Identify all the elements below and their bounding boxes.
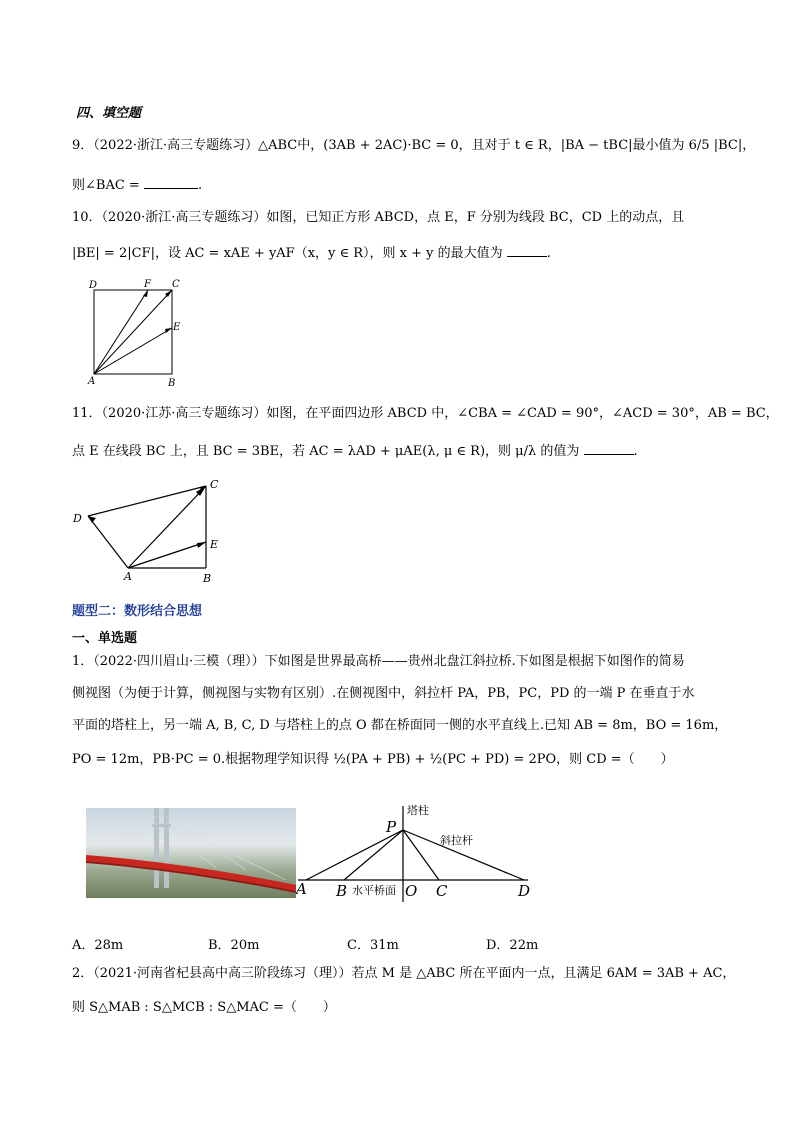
label-e: E	[210, 538, 219, 551]
label-a: A	[124, 570, 132, 583]
question-9-line-1: 9．（2022·浙江·高三专题练习）△ABC中，(3AB + 2AC)·BC = 0，且对于 t ∈ R，|BA − tBC|最小值为 6/5 |BC|，	[72, 138, 756, 153]
problem-1-line-2: 侧视图（为便于计算，侧视图与实物有区别）.在侧视图中，斜拉杆 PA，PB，PC，PD 的一端 P 在垂直于水	[72, 686, 695, 701]
topic-heading: 题型二：数形结合思想	[72, 604, 203, 619]
deck-label: 水平桥面	[352, 884, 396, 897]
label-d: D	[518, 882, 531, 900]
label-f: F	[144, 279, 151, 290]
question-11-line-1: 11．（2020·江苏·高三专题练习）如图，在平面四边形 ABCD 中，∠CBA = ∠CAD = 90°，∠ACD = 30°，AB = BC，	[72, 406, 779, 421]
square-figure	[80, 278, 195, 390]
question-9-line-2: 则∠BAC = .	[72, 174, 202, 196]
label-b: B	[168, 378, 176, 389]
label-d: D	[89, 280, 98, 291]
section-heading: 四、填空题	[76, 106, 142, 121]
answer-blank	[507, 242, 547, 257]
label-e: E	[173, 322, 181, 333]
question-11-line-2: 点 E 在线段 BC 上，且 BC = 3BE，若 AC = λAD + μAE(λ, μ ∈ R)，则 μ/λ 的值为 .	[72, 440, 638, 462]
problem-1-line-1: 1．（2022·四川眉山·三模（理））下如图是世界最高桥——贵州北盘江斜拉桥.下如图是根据下如图作的简易	[72, 654, 685, 669]
label-b: B	[336, 882, 348, 900]
option-c: C．31m	[347, 938, 399, 953]
label-a: A	[296, 880, 307, 898]
bridge-diagram	[296, 798, 546, 902]
question-9-prompt: 则∠BAC =	[72, 178, 140, 193]
problem-2-line-1: 2．（2021·河南省杞县高中高三阶段练习（理））若点 M 是 △ABC 所在平面内一点，且满足 6AM = 3AB + AC，	[72, 966, 736, 981]
label-b: B	[203, 572, 212, 585]
question-10-line-2: |BE| = 2|CF|，设 AC = xAE + yAF（x，y ∈ R），则 x + y 的最大值为 .	[72, 242, 551, 264]
question-11-prompt: 点 E 在线段 BC 上，且 BC = 3BE，若 AC = λAD + μAE(λ, μ ∈ R)，则 μ/λ 的值为	[72, 444, 580, 459]
label-c: C	[436, 882, 448, 900]
label-c: C	[210, 478, 219, 491]
label-d: D	[73, 512, 82, 525]
quadrilateral-figure	[70, 474, 230, 586]
label-a: A	[88, 376, 96, 387]
label-o: O	[405, 882, 418, 900]
option-d: D．22m	[486, 938, 539, 953]
tower-label: 塔柱	[407, 804, 429, 817]
option-a: A．28m	[72, 938, 124, 953]
label-p: P	[386, 818, 397, 836]
bridge-photo	[86, 808, 296, 898]
question-10-prompt: |BE| = 2|CF|，设 AC = xAE + yAF（x，y ∈ R），则 x + y 的最大值为	[72, 246, 503, 261]
answer-blank	[144, 174, 198, 189]
label-c: C	[172, 279, 180, 290]
problem-2-line-2: 则 S△MAB : S△MCB : S△MAC =（ ）	[72, 1000, 336, 1015]
option-b: B．20m	[208, 938, 260, 953]
problem-1-line-3: 平面的塔柱上，另一端 A, B, C, D 与塔柱上的点 O 都在桥面同一侧的水平直线上.已知 AB = 8m，BO = 16m，	[72, 718, 728, 733]
cable-label: 斜拉杆	[440, 834, 473, 847]
problem-1-line-4: PO = 12m，PB·PC = 0.根据物理学知识得 ½(PA + PB) + ½(PC + PD) = 2PO，则 CD =（ ）	[72, 752, 674, 767]
single-choice-heading: 一、单选题	[72, 631, 138, 646]
question-10-line-1: 10．（2020·浙江·高三专题练习）如图，已知正方形 ABCD，点 E，F 分别为线段 BC，CD 上的动点，且	[72, 210, 685, 225]
answer-blank	[584, 440, 634, 455]
